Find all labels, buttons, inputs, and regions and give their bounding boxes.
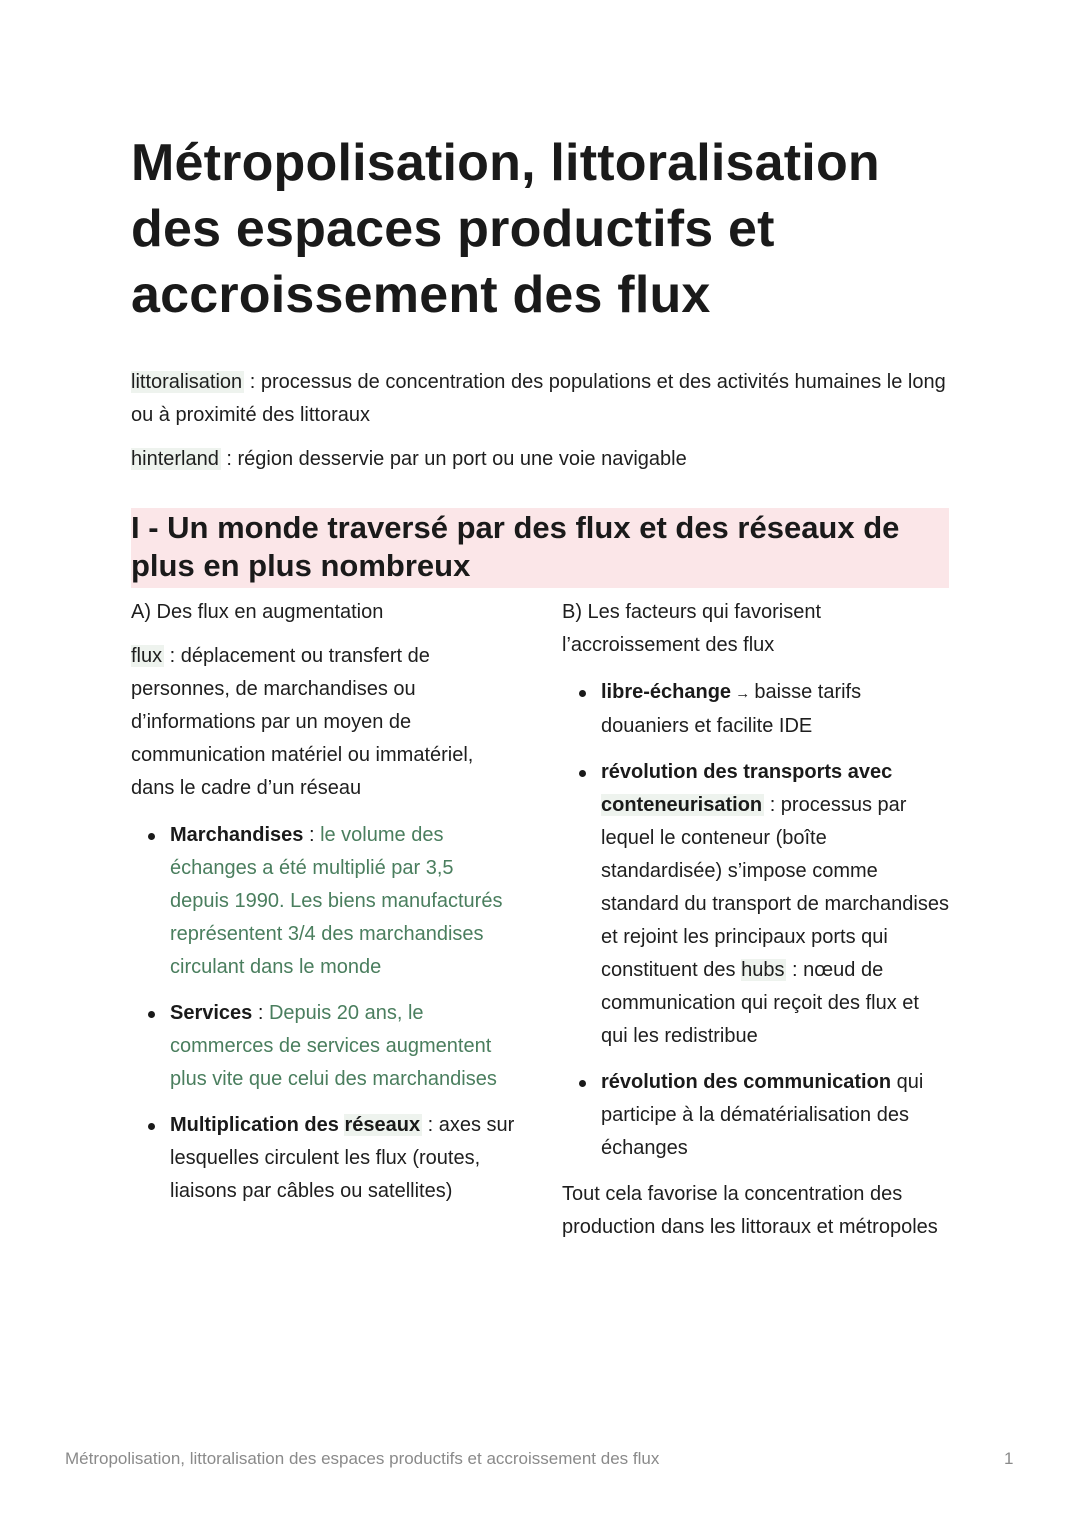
list-item [170, 819, 516, 984]
item-term-hubs: hubs [741, 959, 785, 981]
page-title: Métropolisation, littoralisation des espaces productifs et accroissement des flux [131, 134, 880, 324]
item-term: réseaux [344, 1114, 421, 1136]
arrow-icon: → [731, 685, 755, 702]
list-item [170, 997, 516, 1096]
subheading-b: B) Les facteurs qui favorisent l’accroissement des flux [562, 601, 822, 656]
definition-littoralisation [131, 366, 949, 432]
item-text: qui participe à la dématérialisation des échanges [601, 1071, 924, 1159]
list-item [170, 1109, 516, 1208]
definition-hinterland [131, 443, 949, 476]
flux-list [131, 819, 516, 1208]
page-number: 1 [1004, 1449, 1014, 1468]
item-separator: : [303, 824, 321, 846]
section-heading: I - Un monde traversé par des flux et des réseaux de plus en plus nombreux [131, 508, 949, 588]
item-term: conteneurisation [601, 794, 763, 816]
definition-term: littoralisation [131, 371, 243, 393]
item-text: : axes sur lesquelles circulent les flux (routes, liaisons par câbles ou satellites) [170, 1114, 515, 1202]
item-text: : nœud de communication qui reçoit des flux et qui les redistribue [601, 959, 919, 1047]
definition-flux [131, 640, 516, 805]
list-item [601, 756, 949, 1053]
column-b [562, 596, 949, 1255]
column-a [131, 596, 516, 1221]
item-separator: : [252, 1002, 269, 1024]
definition-term: flux [131, 645, 163, 667]
item-label: révolution des communication [601, 1071, 892, 1093]
item-label: Multiplication des [170, 1114, 345, 1136]
item-label: Marchandises [170, 824, 304, 846]
definition-text: processus de concentration des populations et des activités humaines le long ou à proximité des littoraux [131, 371, 946, 426]
list-item [601, 1066, 949, 1165]
definition-separator: : [244, 371, 261, 393]
definition-text: : déplacement ou transfert de personnes, de marchandises ou d’informations par un moyen de communication matériel ou immatériel, dans le cadre d’un réseau [131, 645, 474, 799]
item-label: Services [170, 1002, 253, 1024]
subheading-a: A) Des flux en augmentation [131, 601, 384, 623]
footer-text: Métropolisation, littoralisation des espaces productifs et accroissement des flux [65, 1449, 660, 1468]
definition-text: région desservie par un port ou une voie navigable [237, 448, 687, 470]
list-item [601, 676, 949, 743]
definition-separator: : [220, 448, 238, 470]
item-label: révolution des transports avec [601, 761, 893, 783]
item-text: le volume des échanges a été multiplié par 3,5 depuis 1990. Les biens manufacturés représentent 3/4 des marchandises circulant dans le monde [170, 824, 503, 978]
item-text: Depuis 20 ans, le commerces de services augmentent plus vite que celui des marchandises [170, 1002, 497, 1090]
item-text: : processus par lequel le conteneur (boîte standardisée) s’impose comme standard du transport de marchandises et rejoint les principaux ports qui constituent des [601, 794, 949, 981]
factors-list [562, 676, 949, 1165]
item-label: libre-échange [601, 681, 732, 703]
conclusion: Tout cela favorise la concentration des production dans les littoraux et métropoles [562, 1183, 938, 1238]
item-text: baisse tarifs douaniers et facilite IDE [601, 681, 862, 737]
definition-term: hinterland [131, 448, 219, 470]
